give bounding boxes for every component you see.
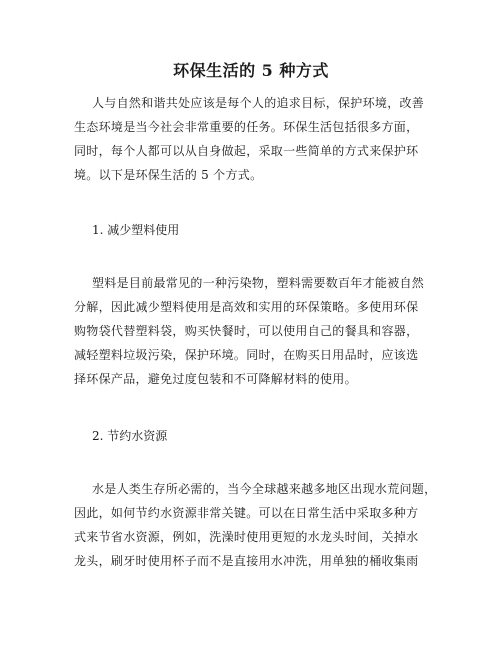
section-line: 购物袋代替塑料袋，购买快餐时，可以使用自己的餐具和容器， <box>74 324 419 338</box>
section-line: 水是人类生存所必需的，当今全球越来越多地区出现水荒问题， <box>92 482 437 496</box>
section-line: 式来节省水资源，例如，洗澡时使用更短的水龙头时间，关掉水 <box>74 530 419 544</box>
section-heading: 2. 节约水资源 <box>92 429 168 443</box>
section-line: 因此，如何节约水资源非常关键。可以在日常生活中采取多种方 <box>74 506 419 520</box>
section-line: 塑料是目前最常见的一种污染物，塑料需要数百年才能被自然 <box>92 276 425 290</box>
section-heading: 1. 减少塑料使用 <box>92 223 180 237</box>
section-line: 分解，因此减少塑料使用是高效和实用的环保策略。多使用环保 <box>74 300 419 314</box>
intro-line: 境。以下是环保生活的 5 个方式。 <box>74 168 263 182</box>
section-line: 减轻塑料垃圾污染，保护环境。同时，在购买日用品时，应该选 <box>74 348 419 362</box>
document-title: 环保生活的 5 种方式 <box>173 61 329 80</box>
intro-line: 人与自然和谐共处应该是每个人的追求目标，保护环境，改善 <box>92 96 425 110</box>
intro-line: 生态环境是当今社会非常重要的任务。环保生活包括很多方面， <box>74 120 419 134</box>
intro-line: 同时，每个人都可以从自身做起，采取一些简单的方式来保护环 <box>74 144 419 158</box>
section-line: 择环保产品，避免过度包装和不可降解材料的使用。 <box>74 372 357 386</box>
section-line: 龙头，刷牙时使用杯子而不是直接用水冲洗，用单独的桶收集雨 <box>74 554 419 568</box>
